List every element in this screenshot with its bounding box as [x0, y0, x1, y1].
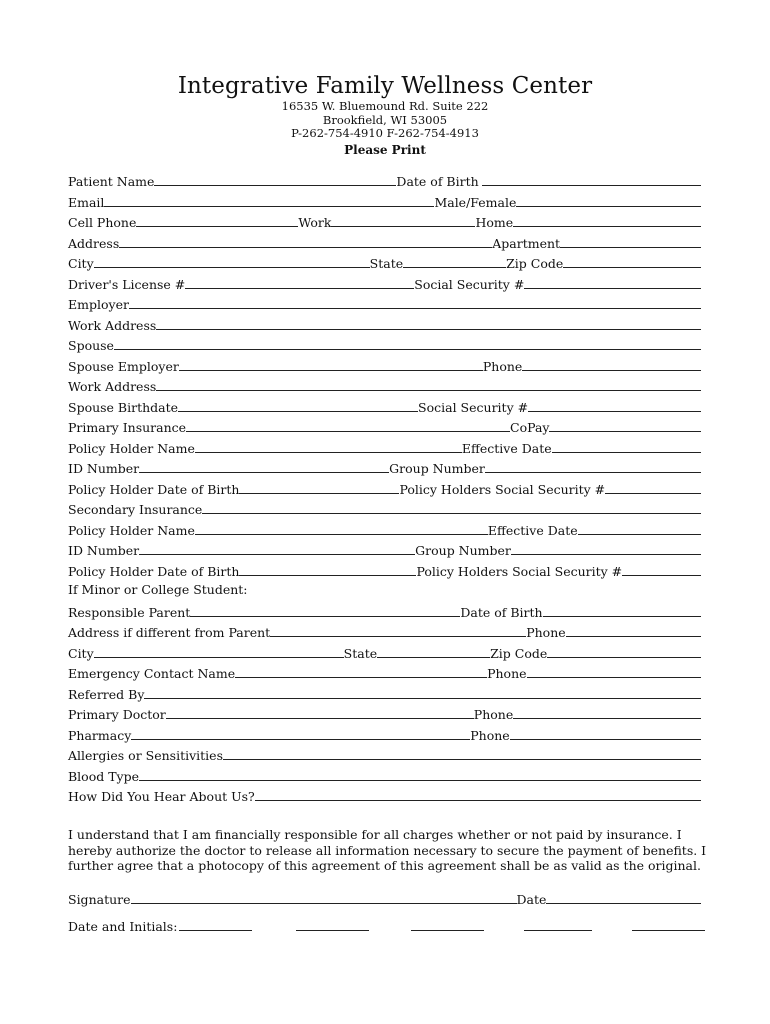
pharmacy-field[interactable] [131, 726, 470, 740]
city-label: City [68, 256, 94, 271]
row-email [68, 193, 701, 214]
referred-by-field[interactable] [144, 685, 701, 699]
how-hear-field[interactable] [255, 787, 701, 801]
apartment-field[interactable] [560, 234, 701, 248]
policy-holders-ssn-label: Policy Holders Social Security # [399, 481, 606, 497]
row-address-diff [68, 623, 701, 644]
spouse-birthdate-label: Spouse Birthdate [68, 399, 179, 415]
secondary-insurance-label: Secondary Insurance [68, 502, 203, 517]
row-policy-holder [68, 439, 701, 460]
spouse-work-address-field[interactable] [156, 377, 701, 391]
parent-phone-label: Phone [526, 625, 566, 640]
row-referred-by [68, 685, 701, 706]
spouse-label: Spouse [68, 338, 114, 353]
patient-name-label: Patient Name [68, 174, 155, 189]
zip-field[interactable] [563, 254, 701, 268]
copay-label: CoPay [510, 420, 550, 435]
policy-holder-dob-label: Policy Holder Date of Birth [68, 481, 240, 497]
work-phone-field[interactable] [331, 213, 475, 227]
group-number-label: Group Number [389, 461, 485, 476]
row-address [68, 234, 701, 255]
copay-field[interactable] [549, 418, 701, 432]
signature-date-field[interactable] [546, 890, 701, 904]
signature-section [68, 890, 701, 911]
row-primary-insurance [68, 418, 701, 439]
policy-holder-name-2-field[interactable] [195, 521, 488, 535]
signature-date-label: Date [516, 892, 547, 907]
row-responsible-parent [68, 603, 701, 624]
form-header [0, 72, 770, 158]
policy-holder-name-label: Policy Holder Name [68, 440, 195, 456]
apartment-label: Apartment [492, 235, 561, 251]
spouse-work-address-label: Work Address [68, 379, 157, 394]
parent-dob-field[interactable] [543, 603, 701, 617]
id-number-field[interactable] [139, 459, 389, 473]
secondary-insurance-field[interactable] [202, 500, 701, 514]
pharmacy-phone-field[interactable] [510, 726, 701, 740]
pharmacy-phone-label: Phone [470, 727, 510, 743]
group-number-2-label: Group Number [415, 543, 511, 558]
home-phone-field[interactable] [513, 213, 701, 227]
address-diff-field[interactable] [270, 623, 526, 637]
row-spouse-birthdate [68, 398, 701, 419]
state-field[interactable] [403, 254, 506, 268]
cell-phone-label: Cell Phone [68, 215, 137, 230]
row-pharmacy [68, 726, 701, 747]
effective-date-2-field[interactable] [578, 521, 701, 535]
email-field[interactable] [104, 193, 434, 207]
dob-field[interactable] [482, 172, 701, 186]
policy-holder-dob-2-label: Policy Holder Date of Birth [68, 563, 240, 579]
row-secondary-insurance [68, 500, 701, 521]
id-number-2-field[interactable] [139, 541, 415, 555]
spouse-ssn-label: Social Security # [418, 399, 529, 415]
row-emergency-contact [68, 664, 701, 685]
row-blood-type [68, 767, 701, 788]
minor-heading: If Minor or College Student: [68, 582, 248, 597]
emergency-contact-field[interactable] [235, 664, 487, 678]
effective-date-field[interactable] [552, 439, 701, 453]
print-instruction: Please Print [344, 142, 426, 157]
allergies-field[interactable] [223, 746, 701, 760]
state-2-label: State [343, 645, 378, 661]
clinic-address-line2: Brookfield, WI 53005 [322, 112, 448, 127]
row-employer [68, 295, 701, 316]
policy-holder-name-field[interactable] [195, 439, 462, 453]
row-policy-holder-dob-2 [68, 562, 701, 583]
clinic-phone-fax: P-262-754-4910 F-262-754-4913 [291, 126, 479, 140]
row-policy-holder-dob [68, 480, 701, 501]
initials-field-1[interactable] [179, 917, 252, 931]
spouse-employer-field[interactable] [179, 357, 483, 371]
row-minor-heading [68, 582, 701, 603]
row-primary-doctor [68, 705, 701, 726]
spouse-phone-field[interactable] [522, 357, 701, 371]
row-policy-holder-2 [68, 521, 701, 542]
spouse-ssn-field[interactable] [528, 398, 701, 412]
group-number-field[interactable] [485, 459, 701, 473]
signature-field[interactable] [131, 890, 517, 904]
city-2-field[interactable] [94, 644, 344, 658]
emergency-phone-label: Phone [487, 666, 527, 681]
row-spouse-employer [68, 357, 701, 378]
date-initials-row [68, 917, 708, 934]
row-patient-name [68, 172, 701, 193]
policy-holder-name-2-label: Policy Holder Name [68, 522, 195, 538]
primary-doctor-label: Primary Doctor [68, 707, 166, 722]
spouse-employer-label: Spouse Employer [68, 358, 179, 374]
date-initials-label: Date and Initials: [68, 919, 178, 934]
group-number-2-field[interactable] [511, 541, 701, 555]
city-2-label: City [68, 645, 94, 661]
row-how-hear [68, 787, 701, 808]
zip-label: Zip Code [506, 256, 564, 271]
policy-holders-ssn-2-label: Policy Holders Social Security # [416, 563, 623, 579]
row-license [68, 275, 701, 296]
address-field[interactable] [119, 234, 492, 248]
spouse-field[interactable] [114, 336, 701, 350]
zip-2-field[interactable] [547, 644, 701, 658]
row-spouse-work-address [68, 377, 701, 398]
policy-holders-ssn-2-field[interactable] [622, 562, 701, 576]
doctor-phone-label: Phone [473, 707, 514, 722]
home-phone-label: Home [475, 215, 514, 230]
drivers-license-label: Driver's License # [68, 276, 186, 292]
row-city [68, 254, 701, 275]
state-2-field[interactable] [377, 644, 490, 658]
parent-dob-label: Date of Birth [460, 604, 543, 620]
primary-insurance-label: Primary Insurance [68, 420, 187, 435]
ssn-label: Social Security # [414, 276, 525, 292]
emergency-phone-field[interactable] [527, 664, 701, 678]
email-label: Email [68, 194, 105, 210]
row-work-address [68, 316, 701, 337]
sex-field[interactable] [516, 193, 701, 207]
row-spouse [68, 336, 701, 357]
cell-phone-field[interactable] [136, 213, 298, 227]
drivers-license-field[interactable] [185, 275, 414, 289]
pharmacy-label: Pharmacy [68, 727, 132, 743]
work-address-label: Work Address [68, 317, 157, 333]
responsible-parent-field[interactable] [190, 603, 460, 617]
initials-field-3[interactable] [411, 917, 484, 931]
sex-label: Male/Female [434, 194, 517, 210]
primary-insurance-field[interactable] [186, 418, 510, 432]
emergency-contact-label: Emergency Contact Name [68, 666, 236, 681]
city-field[interactable] [94, 254, 370, 268]
address-label: Address [68, 235, 120, 251]
effective-date-2-label: Effective Date [487, 522, 578, 538]
zip-2-label: Zip Code [490, 645, 548, 661]
effective-date-label: Effective Date [461, 440, 552, 456]
patient-name-field[interactable] [154, 172, 396, 186]
how-hear-label: How Did You Hear About Us? [68, 789, 255, 804]
responsible-parent-label: Responsible Parent [68, 604, 191, 620]
clinic-title: Integrative Family Wellness Center [177, 73, 593, 99]
row-city-2 [68, 644, 701, 665]
signature-label: Signature [68, 892, 131, 907]
work-address-field[interactable] [156, 316, 701, 330]
initials-field-4[interactable] [524, 917, 592, 931]
financial-responsibility-notice: I understand that I am financially responsible for all charges whether or not paid by insurance. I hereby authorize the doctor to release all information necessary to secure the payment of benefits. I further agree that a photocopy of this agreement of this agreement shall be as valid as the original. [68, 827, 707, 873]
work-phone-label: Work [298, 215, 332, 230]
id-number-2-label: ID Number [68, 543, 140, 558]
allergies-label: Allergies or Sensitivities [68, 748, 223, 763]
row-signature [68, 890, 701, 911]
row-id-number [68, 459, 701, 480]
ssn-field[interactable] [524, 275, 701, 289]
clinic-address-line1: 16535 W. Bluemound Rd. Suite 222 [281, 99, 489, 113]
policy-holder-dob-field[interactable] [239, 480, 399, 494]
state-label: State [369, 256, 404, 271]
employer-label: Employer [68, 297, 129, 312]
employer-field[interactable] [129, 295, 701, 309]
row-allergies [68, 746, 701, 767]
spouse-phone-label: Phone [482, 358, 523, 374]
patient-info-form [68, 172, 701, 808]
initials-field-5[interactable] [632, 917, 705, 931]
referred-by-label: Referred By [68, 686, 145, 702]
policy-holder-dob-2-field[interactable] [239, 562, 416, 576]
initials-field-2[interactable] [296, 917, 369, 931]
id-number-label: ID Number [68, 461, 140, 476]
parent-phone-field[interactable] [566, 623, 701, 637]
policy-holders-ssn-field[interactable] [605, 480, 701, 494]
doctor-phone-field[interactable] [513, 705, 701, 719]
primary-doctor-field[interactable] [166, 705, 474, 719]
row-id-number-2 [68, 541, 701, 562]
dob-label: Date of Birth [396, 174, 479, 189]
blood-type-label: Blood Type [68, 768, 140, 784]
row-phones [68, 213, 701, 234]
address-diff-label: Address if different from Parent [68, 625, 271, 640]
blood-type-field[interactable] [139, 767, 701, 781]
spouse-birthdate-field[interactable] [178, 398, 418, 412]
